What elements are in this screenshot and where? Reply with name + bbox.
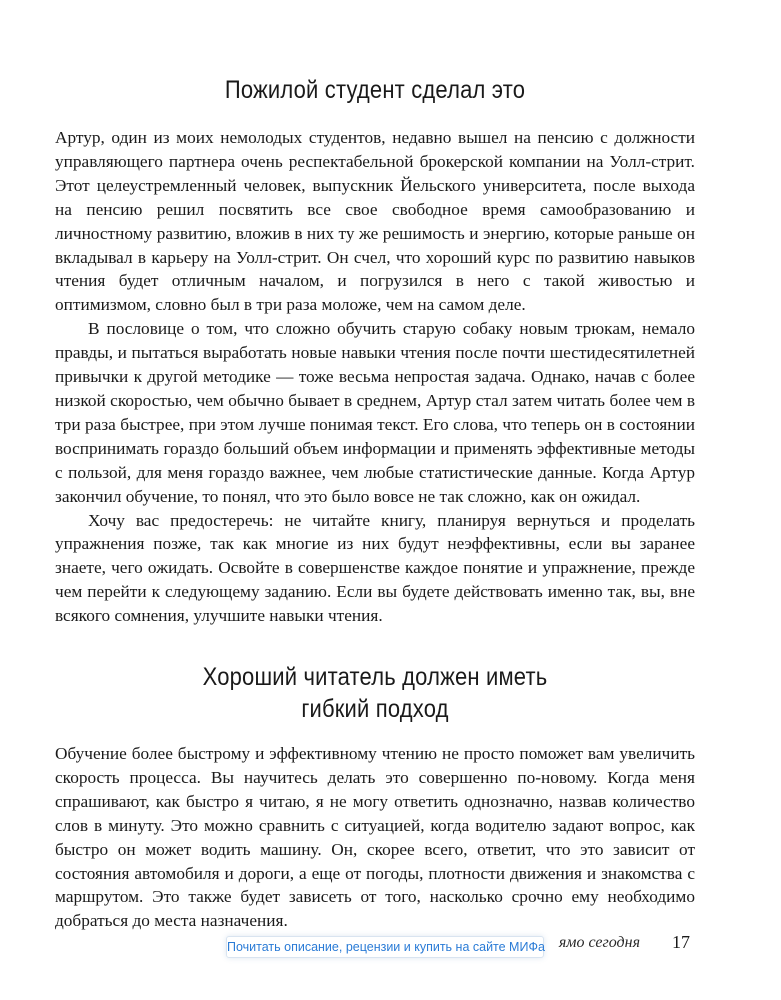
running-title: ямо сегодня bbox=[558, 934, 640, 951]
paragraph: Артур, один из моих немолодых студентов, недавно вышел на пенсию с должности управляющего партнера очень респектабельной брокерской компании на Уолл-стрит. Этот целеустремленный человек, выпускник Йельского университета, после выхода на пенсию решил посвятить все свое свободное время самообразованию и личностному развитию, вложив в них ту же решимость и энергию, которые раньше он вкладывал в карьеру на Уолл-стрит. Он счел, что хороший курс по развитию навыков чтения будет отличным началом, и погрузился в него с такой живостью и оптимизмом, словно был в три раза моложе, чем на самом деле. bbox=[55, 128, 695, 315]
book-page bbox=[55, 60, 695, 933]
page-footer bbox=[0, 930, 781, 960]
section-heading-line: Хороший читатель должен иметь bbox=[202, 663, 548, 692]
section-heading-line: гибкий подход bbox=[301, 695, 449, 724]
paragraph: В пословице о том, что сложно обучить старую собаку новым трюкам, немало правды, и пытаться выработать новые навыки чтения после почти шестидесятилетней привычки к другой методике — тоже весьма непростая задача. Однако, начав с более низкой скоростью, чем обычно бывает в среднем, Артур стал затем читать более чем в три раза быстрее, при этом лучше понимая текст. Его слова, что теперь он в состоянии воспринимать гораздо больший объем информации и применять эффективные методы с пользой, для меня гораздо важнее, чем любые статистические данные. Когда Артур закончил обучение, то понял, что это было вовсе не так сложно, как он ожидал. bbox=[55, 319, 695, 506]
buy-book-link[interactable]: Почитать описание, рецензии и купить на сайте МИФа bbox=[226, 936, 544, 958]
section-heading bbox=[93, 661, 656, 725]
page-number: 17 bbox=[672, 932, 690, 952]
section-heading: Пожилой студент сделал это bbox=[224, 76, 526, 104]
paragraph: Обучение более быстрому и эффективному чтению не просто поможет вам увеличить скорость процесса. Вы научитесь делать это совершенно по-новому. Когда меня спрашивают, как быстро я читаю, я не могу ответить однозначно, назвав количество слов в минуту. Это можно сравнить с ситуацией, когда водителю задают вопрос, как быстро он может водить машину. Он, скорее всего, ответит, что это зависит от состояния автомобиля и дороги, а еще от погоды, плотности движения и знакомства с маршрутом. Это также будет зависеть от того, насколько срочно ему необходимо добраться до места назначения. bbox=[55, 744, 695, 931]
paragraph: Хочу вас предостеречь: не читайте книгу, планируя вернуться и проделать упражнения позже, так как многие из них будут неэффективны, если вы заранее знаете, чего ожидать. Освойте в совершенстве каждое понятие и упражнение, прежде чем перейти к следующему заданию. Если вы будете действовать именно так, вы, вне всякого сомнения, улучшите навыки чтения. bbox=[55, 510, 695, 626]
